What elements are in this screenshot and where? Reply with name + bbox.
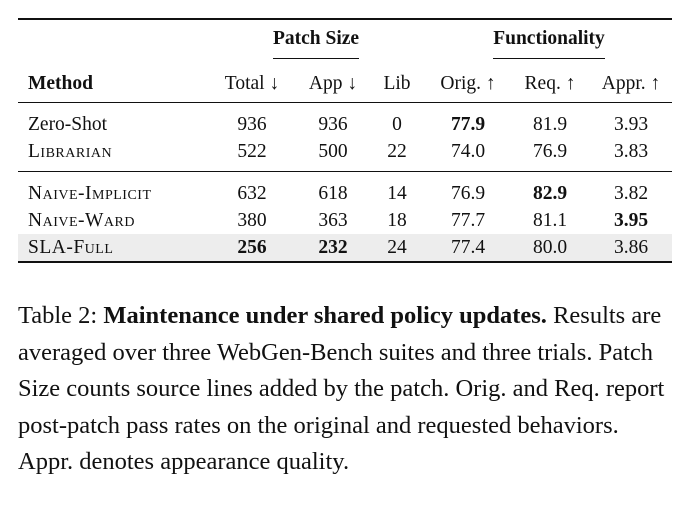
method-column-header: Method (28, 73, 93, 94)
lib-cell: 14 (387, 182, 407, 204)
orig-cell: 77.4 (426, 234, 510, 262)
column-header-row (18, 66, 672, 103)
method-name: Librarian (28, 140, 113, 162)
app-cell: 363 (318, 209, 348, 231)
app-cell: 232 (298, 234, 368, 262)
patch-size-group-header: Patch Size (206, 19, 426, 66)
results-table-container (18, 18, 672, 263)
lib-cell: 18 (387, 209, 407, 231)
orig-cell: 76.9 (450, 182, 486, 204)
appr-cell: 3.93 (613, 113, 649, 135)
appr-cell: 3.83 (613, 140, 649, 162)
method-name: Zero-Shot (28, 113, 108, 135)
appr-cell: 3.86 (590, 234, 672, 262)
table-row (18, 138, 672, 172)
req-cell: 81.9 (532, 113, 568, 135)
req-cell: 82.9 (532, 182, 568, 204)
appr-column-header: Appr. ↑ (601, 73, 661, 94)
req-cell: 80.0 (510, 234, 590, 262)
table-row (18, 172, 672, 208)
method-name: SLA-Full (18, 234, 206, 262)
table-row-highlighted (18, 234, 672, 262)
lib-cell: 24 (368, 234, 426, 262)
app-cell: 936 (318, 113, 348, 135)
req-cell: 76.9 (532, 140, 568, 162)
table-row (18, 207, 672, 234)
table-row (18, 103, 672, 139)
results-table (18, 18, 672, 263)
caption-body: Results are averaged over three WebGen-Bench suites and three trials. Patch Size counts source lines added by the patch. Orig. and Req. report post-patch pass rates on the original and requested behaviors. Appr. denotes appearance quality. (18, 302, 665, 475)
column-group-header-row (18, 19, 672, 66)
lib-cell: 22 (387, 140, 407, 162)
app-column-header: App ↓ (308, 73, 358, 94)
functionality-group-header: Functionality (426, 19, 672, 66)
orig-column-header: Orig. ↑ (440, 73, 496, 94)
method-name: Naive-Implicit (28, 182, 152, 204)
caption-title: Maintenance under shared policy updates. (103, 302, 547, 329)
lib-column-header: Lib (383, 73, 411, 94)
total-cell: 936 (237, 113, 267, 135)
req-column-header: Req. ↑ (524, 73, 576, 94)
lib-cell: 0 (392, 113, 402, 135)
app-cell: 618 (318, 182, 348, 204)
method-name: Naive-Ward (28, 209, 135, 231)
total-column-header: Total ↓ (224, 73, 280, 94)
orig-cell: 77.9 (450, 113, 486, 135)
req-cell: 81.1 (532, 209, 568, 231)
orig-cell: 77.7 (450, 209, 486, 231)
app-cell: 500 (318, 140, 348, 162)
appr-cell: 3.95 (613, 209, 649, 231)
total-cell: 632 (237, 182, 267, 204)
orig-cell: 74.0 (450, 140, 486, 162)
total-cell: 522 (237, 140, 267, 162)
total-cell: 380 (237, 209, 267, 231)
table-caption (18, 298, 678, 481)
caption-label: Table 2: (18, 302, 98, 329)
total-cell: 256 (206, 234, 298, 262)
appr-cell: 3.82 (613, 182, 649, 204)
